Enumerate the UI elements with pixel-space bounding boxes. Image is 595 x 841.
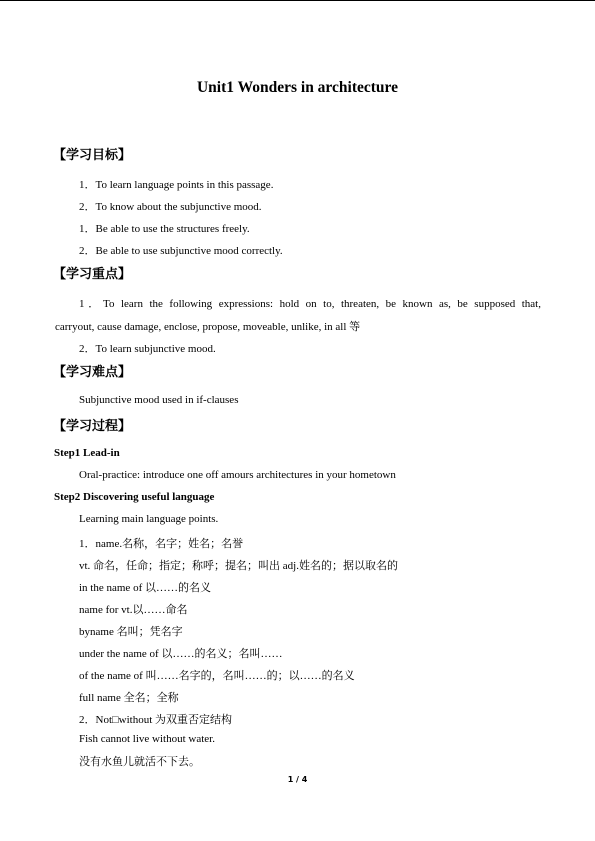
section-heading-process: 【学习过程】 [53, 419, 132, 434]
goal-item-1: 1．To learn language points in this passage. [79, 179, 274, 191]
step2-line: vt. 命名，任命；指定；称呼；提名；叫出 adj.姓名的；据以取名的 [79, 560, 398, 572]
step2-line: under the name of 以……的名义；名叫…… [79, 648, 283, 660]
step2-line: full name 全名；全称 [79, 692, 179, 704]
keypoint-item-1-continued: carryout, cause damage, enclose, propose, moveable, unlike, in all 等 [55, 321, 361, 333]
step2-line: name for vt.以……命名 [79, 604, 188, 616]
section-heading-keypoints: 【学习重点】 [53, 267, 132, 282]
goal-item-4: 2．Be able to use subjunctive mood correctly. [79, 245, 283, 257]
section-heading-difficulties: 【学习难点】 [53, 365, 132, 380]
step2-heading: Step2 Discovering useful language [54, 491, 215, 503]
section-heading-goals: 【学习目标】 [53, 148, 132, 163]
step2-line: 1．name.名称，名字；姓名；名誉 [79, 538, 244, 550]
step2-line: byname 名叫；凭名字 [79, 626, 183, 638]
document-title: Unit1 Wonders in architecture [196, 79, 399, 96]
goal-item-3: 1．Be able to use the structures freely. [79, 223, 250, 235]
page-number: 1 / 4 [287, 775, 308, 784]
step2-line: Learning main language points. [79, 513, 219, 525]
difficulty-item: Subjunctive mood used in if-clauses [79, 394, 239, 406]
step2-line: in the name of 以……的名义 [79, 582, 211, 594]
step2-line: of the name of 叫……名字的，名叫……的；以……的名义 [79, 670, 355, 682]
page-top-border [0, 0, 595, 1]
step1-text: Oral-practice: introduce one off amours architectures in your hometown [79, 469, 396, 481]
step2-line: Fish cannot live without water. [79, 733, 215, 745]
step1-heading: Step1 Lead-in [54, 447, 120, 459]
step2-line: 没有水鱼儿就活不下去。 [79, 756, 200, 768]
keypoint-item-2: 2．To learn subjunctive mood. [79, 343, 216, 355]
step2-line: 2．Not□without 为双重否定结构 [79, 714, 233, 726]
goal-item-2: 2．To know about the subjunctive mood. [79, 201, 262, 213]
keypoint-item-1: 1．To learn the following expressions: hold on to, threaten, be known as, be supposed that, [79, 298, 541, 310]
